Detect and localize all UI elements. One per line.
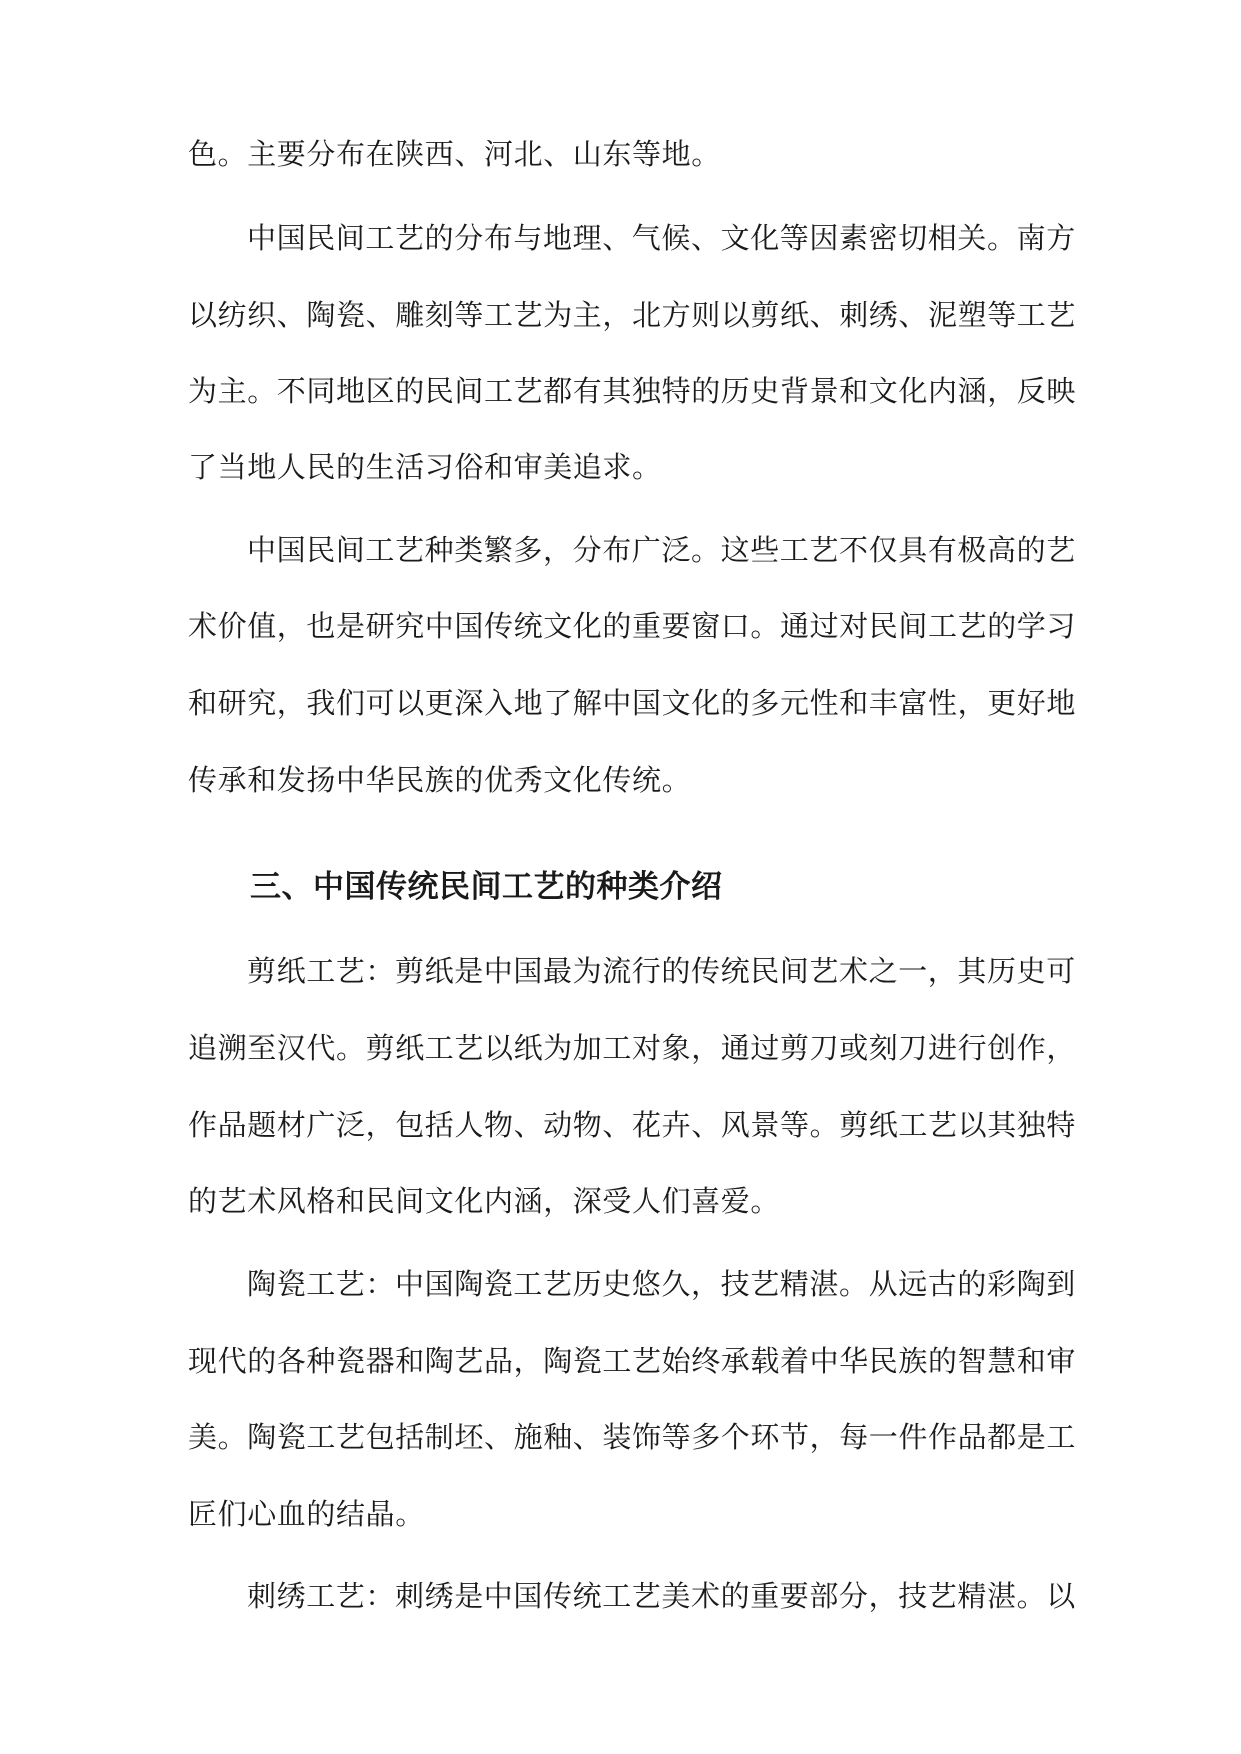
paragraph-line: 刺绣工艺：刺绣是中国传统工艺美术的重要部分，技艺精湛。以 <box>247 1579 1076 1613</box>
paragraph-line: 传承和发扬中华民族的优秀文化传统。 <box>188 763 692 797</box>
paragraph-line: 以纺织、陶瓷、雕刻等工艺为主，北方则以剪纸、刺绣、泥塑等工艺 <box>188 298 1077 332</box>
paragraph-line: 的艺术风格和民间文化内涵，深受人们喜爱。 <box>188 1184 781 1218</box>
paragraph-line: 追溯至汉代。剪纸工艺以纸为加工对象，通过剪刀或刻刀进行创作， <box>188 1031 1077 1065</box>
section-heading: 三、中国传统民间工艺的种类介绍 <box>250 869 723 905</box>
paragraph-line: 为主。不同地区的民间工艺都有其独特的历史背景和文化内涵，反映 <box>188 374 1077 408</box>
paragraph-line: 中国民间工艺种类繁多，分布广泛。这些工艺不仅具有极高的艺 <box>247 533 1076 567</box>
paragraph-line: 美。陶瓷工艺包括制坯、施釉、装饰等多个环节，每一件作品都是工 <box>188 1420 1077 1454</box>
paragraph-line: 中国民间工艺的分布与地理、气候、文化等因素密切相关。南方 <box>247 221 1076 255</box>
paragraph-line: 剪纸工艺：剪纸是中国最为流行的传统民间艺术之一，其历史可 <box>247 954 1076 988</box>
paragraph-line: 色。主要分布在陕西、河北、山东等地。 <box>188 137 721 171</box>
paragraph-line: 和研究，我们可以更深入地了解中国文化的多元性和丰富性，更好地 <box>188 686 1077 720</box>
paragraph-line: 作品题材广泛，包括人物、动物、花卉、风景等。剪纸工艺以其独特 <box>188 1108 1077 1142</box>
paragraph-line: 现代的各种瓷器和陶艺品，陶瓷工艺始终承载着中华民族的智慧和审 <box>188 1344 1077 1378</box>
paragraph-line: 了当地人民的生活习俗和审美追求。 <box>188 450 662 484</box>
paragraph-line: 陶瓷工艺：中国陶瓷工艺历史悠久，技艺精湛。从远古的彩陶到 <box>247 1267 1076 1301</box>
paragraph-line: 术价值，也是研究中国传统文化的重要窗口。通过对民间工艺的学习 <box>188 609 1077 643</box>
paragraph-line: 匠们心血的结晶。 <box>188 1497 425 1531</box>
